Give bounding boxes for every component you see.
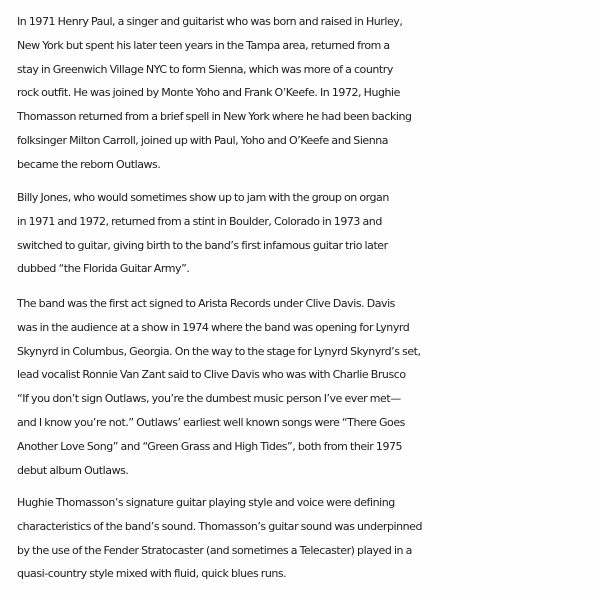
text-line: characteristics of the band’s sound. Thomasson’s guitar sound was underpinned	[17, 519, 423, 533]
text-line: folksinger Milton Carroll, joined up with Paul, Yoho and O’Keefe and Sienna	[17, 133, 389, 147]
text-line: Skynyrd in Columbus, Georgia. On the way to the stage for Lynyrd Skynyrd’s set,	[17, 344, 421, 358]
text-line: lead vocalist Ronnie Van Zant said to Clive Davis who was with Charlie Brusco	[17, 368, 406, 382]
text-line: New York but spent his later teen years in the Tampa area, returned from a	[17, 38, 390, 52]
text-line: was in the audience at a show in 1974 where the band was opening for Lynyrd	[17, 320, 410, 334]
text-line: quasi-country style mixed with fluid, quick blues runs.	[17, 567, 287, 581]
text-line: Thomasson returned from a brief spell in New York where he had been backing	[17, 110, 412, 124]
text-line: in 1971 and 1972, returned from a stint in Boulder, Colorado in 1973 and	[17, 214, 382, 228]
text-line: became the reborn Outlaws.	[17, 157, 161, 171]
text-line: Billy Jones, who would sometimes show up to jam with the group on organ	[17, 191, 389, 204]
text-line: switched to guitar, giving birth to the band’s first infamous guitar trio later	[17, 238, 388, 252]
paragraph-guitar-style	[17, 491, 597, 586]
text-line: Hughie Thomasson’s signature guitar playing style and voice were defining	[17, 496, 395, 509]
text-line: The band was the first act signed to Arista Records under Clive Davis. Davis	[17, 297, 395, 310]
paragraph-guitar-army	[17, 186, 597, 281]
text-line: rock outfit. He was joined by Monte Yoho and Frank O’Keefe. In 1972, Hughie	[17, 86, 400, 100]
text-line: “If you don’t sign Outlaws, you’re the dumbest music person I’ve ever met—	[17, 392, 401, 406]
text-line: stay in Greenwich Village NYC to form Sienna, which was more of a country	[17, 62, 393, 76]
text-line: In 1971 Henry Paul, a singer and guitarist who was born and raised in Hurley,	[17, 15, 403, 28]
text-line: and I know you’re not.” Outlaws’ earliest well known songs were “There Goes	[17, 415, 405, 429]
text-line: debut album Outlaws.	[17, 463, 129, 477]
text-line: Another Love Song” and “Green Grass and High Tides”, both from their 1975	[17, 439, 403, 453]
paragraph-origins	[17, 10, 597, 177]
paragraph-arista-signing	[17, 292, 597, 482]
text-line: by the use of the Fender Stratocaster (and sometimes a Telecaster) played in a	[17, 543, 412, 557]
text-line: dubbed “the Florida Guitar Army”.	[17, 262, 190, 276]
